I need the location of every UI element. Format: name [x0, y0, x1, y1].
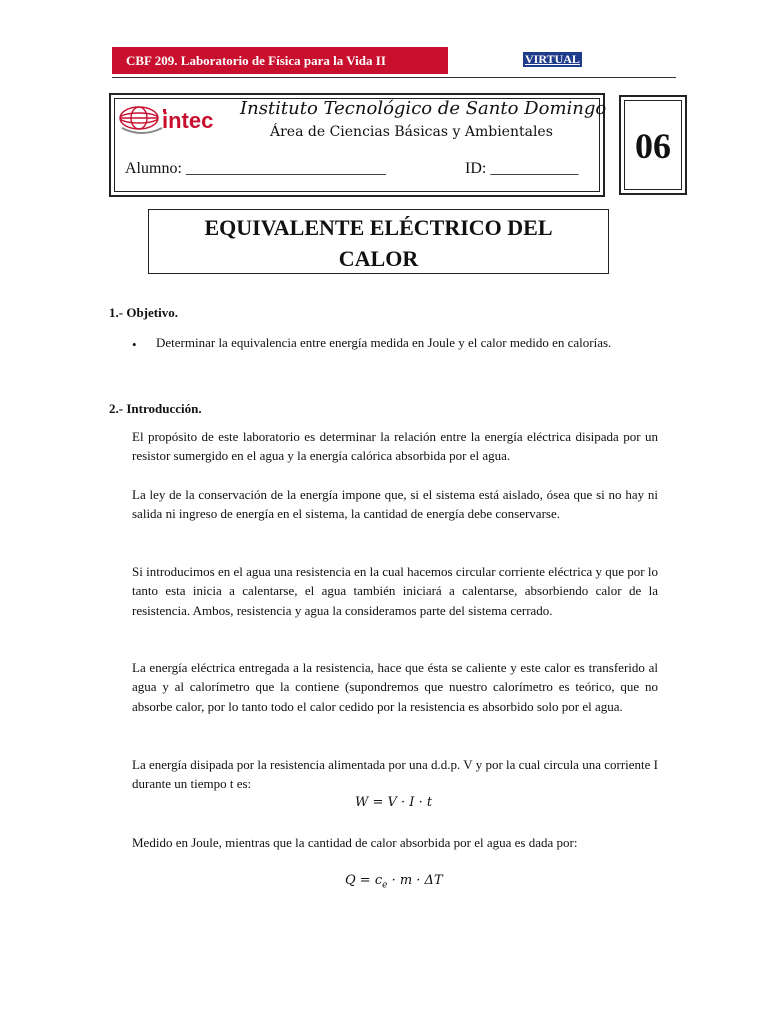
intro-paragraph-3: Si introducimos en el agua una resistencia en la cual hacemos circular corriente eléctrica y que por lo tanto esta inicia a calentarse, el agua también iniciará a calentarse, absorbiendo calor de la resistencia. Ambos, resistencia y agua la consideramos parte del sistema cerrado. — [132, 564, 658, 618]
virtual-badge: VIRTUAL — [525, 52, 580, 66]
department-name: Área de Ciencias Básicas y Ambientales — [270, 124, 553, 140]
student-id-field: ID: ___________ — [465, 160, 579, 177]
globe-icon — [120, 107, 158, 129]
logo-text: intec — [162, 108, 214, 133]
objective-item: Determinar la equivalencia entre energía medida en Joule y el calor medido en calorías. — [156, 335, 612, 350]
intro-paragraph-2: La ley de la conservación de la energía impone que, si el sistema está aislado, ósea que si no hay ni salida ni ingreso de energía en el sistema, la cantidad de energía debe conservarse. — [132, 487, 658, 522]
bullet-icon: • — [132, 337, 137, 352]
objective-heading: 1.- Objetivo. — [109, 305, 178, 320]
introduction-heading: 2.- Introducción. — [109, 401, 202, 416]
heat-formula-lhs: Q = c — [345, 873, 383, 888]
lab-number: 06 — [624, 100, 682, 190]
intro-paragraph-1: El propósito de este laboratorio es determinar la relación entre la energía eléctrica disipada por un resistor sumergido en el agua y la energía calórica absorbida por el agua. — [132, 429, 658, 464]
header-rule — [112, 77, 676, 78]
intro-paragraph-5: La energía disipada por la resistencia alimentada por una d.d.p. V y por la cual circula una corriente I durante un tiempo t es: — [132, 757, 658, 792]
intro-paragraph-4: La energía eléctrica entregada a la resistencia, hace que ésta se caliente y este calor es transferido al agua y al calorímetro que la contiene (supondremos que nuestro calorímetro es teórico, que no absorbe calor, por lo tanto todo el calor cedido por la resistencia es absorbido solo por el agua. — [132, 660, 658, 714]
heat-formula-subscript: e — [382, 880, 388, 891]
intro-paragraph-6: Medido en Joule, mientras que la cantidad de calor absorbida por el agua es dada por: — [132, 835, 578, 850]
work-formula: W = V · I · t — [355, 795, 433, 810]
course-banner: CBF 209. Laboratorio de Física para la Vida II — [112, 47, 448, 74]
title-line-2: CALOR — [338, 246, 419, 271]
heat-formula — [345, 872, 443, 895]
document-title — [148, 209, 609, 274]
heat-formula-rhs: · m · ΔT — [387, 873, 443, 888]
intec-logo — [118, 98, 230, 138]
institute-name: Instituto Tecnológico de Santo Domingo — [240, 98, 607, 119]
student-name-field: Alumno: _________________________ — [125, 160, 386, 177]
title-line-1: EQUIVALENTE ELÉCTRICO DEL — [204, 215, 553, 240]
